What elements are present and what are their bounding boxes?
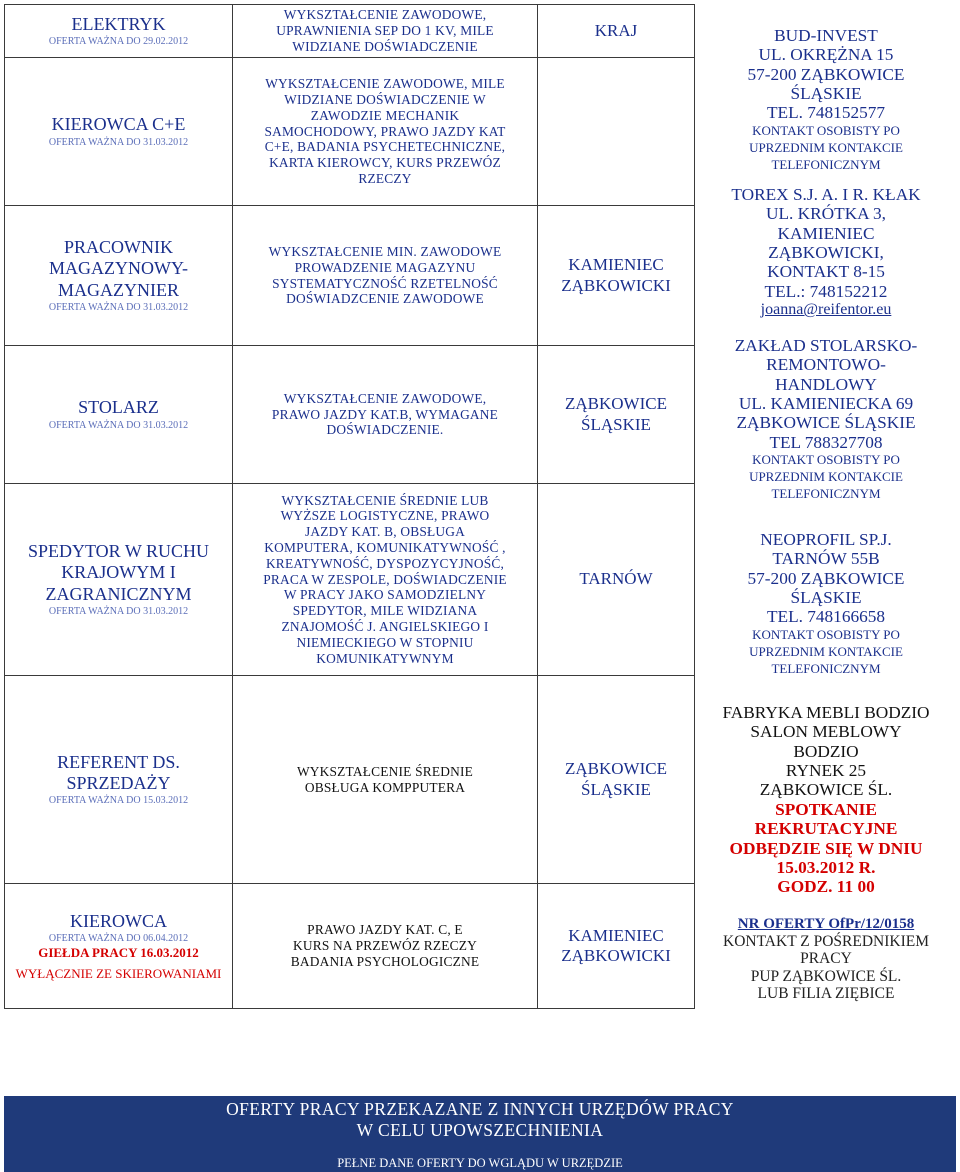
employer-torex [697, 185, 955, 319]
requirement-line: JAZDY KAT. B, OBSŁUGA [304, 524, 466, 540]
employer-line: KONTAKT Z POŚREDNIKIEM [723, 932, 929, 950]
position-title: SPEDYTOR W RUCHU KRAJOWYM I ZAGRANICZNYM [27, 541, 210, 604]
requirement-line: WYKSZTAŁCENIE ZAWODOWE, [283, 390, 487, 406]
employer-line: PUP ZĄBKOWICE ŚL. [750, 967, 902, 985]
requirement-line: WYKSZTAŁCENIE ZAWODOWE, [283, 7, 487, 23]
requirement-line: KURS NA PRZEWÓZ RZECZY [292, 938, 478, 954]
offer-place-cell: KAMIENIEC ZĄBKOWICKI [538, 206, 695, 346]
requirement-line: WYKSZTAŁCENIE ZAWODOWE, MILE [265, 76, 505, 92]
offer-row [5, 484, 695, 676]
requirement-line: WYKSZTAŁCENIE ŚREDNIE [296, 763, 474, 779]
employer-bodzio [697, 703, 955, 897]
employer-line: TEL 788327708 [769, 432, 883, 452]
employer-line: 57-200 ZĄBKOWICE [747, 568, 905, 588]
offer-valid-until: OFERTA WAŻNA DO 31.03.2012 [48, 301, 189, 313]
offer-place-cell [538, 58, 695, 206]
offer-valid-until: OFERTA WAŻNA DO 06.04.2012 [48, 932, 189, 944]
offer-requirements-cell [233, 346, 538, 484]
employer-contact-note: UPRZEDNIM KONTAKCIE [749, 643, 903, 659]
offer-position-cell [5, 346, 233, 484]
offer-requirements-cell [233, 676, 538, 884]
offer-requirements-cell [233, 58, 538, 206]
employer-line: ZĄBKOWICE ŚL. [759, 780, 893, 800]
offer-place-cell: ZĄBKOWICE ŚLĄSKIE [538, 346, 695, 484]
position-title: REFERENT DS. SPRZEDAŻY [57, 751, 180, 794]
employer-contact-note: UPRZEDNIM KONTAKCIE [749, 139, 903, 155]
requirement-line: OBSŁUGA KOMPPUTERA [304, 779, 466, 795]
requirement-line: BADANIA PSYCHOLOGICZNE [290, 953, 480, 969]
employer-email-link[interactable]: joanna@reifentor.eu [760, 301, 892, 319]
recruitment-meeting-line: 15.03.2012 R. [776, 857, 876, 877]
offer-valid-until: OFERTA WAŻNA DO 29.02.2012 [48, 36, 189, 48]
requirement-line: SYSTEMATYCZNOŚĆ RZETELNOŚĆ [272, 275, 498, 291]
offer-position-cell [5, 5, 233, 58]
employer-line: SALON MEBLOWY [750, 722, 902, 742]
employer-contact-note: TELEFONICZNYM [771, 485, 881, 501]
employer-line: ZAKŁAD STOLARSKO- [734, 336, 918, 355]
requirement-line: ZAWODZIE MECHANIK [310, 107, 460, 123]
employer-contact-note: TELEFONICZNYM [771, 660, 881, 676]
employer-line: ZĄBKOWICE ŚLĄSKIE [736, 413, 916, 433]
employer-line: BODZIO [793, 741, 859, 761]
employer-contact-note: KONTAKT OSOBISTY PO [752, 626, 900, 642]
requirement-line: KARTA KIEROWCY, KURS PRZEWÓZ [269, 155, 501, 171]
footer-line-1: OFERTY PRACY PRZEKAZANE Z INNYCH URZĘDÓW PRACY [226, 1099, 734, 1119]
requirement-line: DOŚWIADCZENIE. [326, 422, 444, 438]
offer-row [5, 346, 695, 484]
requirement-line: KOMPUTERA, KOMUNIKATYWNOŚĆ , [264, 539, 506, 555]
employer-neoprofil [697, 530, 955, 677]
employer-line: KAMIENIEC [777, 223, 875, 243]
employer-line: TEL. 748166658 [766, 607, 886, 627]
recruitment-meeting-line: REKRUTACYJNE [754, 819, 898, 839]
offer-requirements-cell [233, 206, 538, 346]
offer-row [5, 58, 695, 206]
offer-place-cell: KRAJ [538, 5, 695, 58]
requirement-line: PRAWO JAZDY KAT.B, WYMAGANE [271, 406, 499, 422]
recruitment-meeting-line: ODBĘDZIE SIĘ W DNIU [729, 838, 923, 858]
employer-line: LUB FILIA ZIĘBICE [757, 984, 895, 1002]
requirement-line: UPRAWNIENIA SEP DO 1 KV, MILE [276, 23, 494, 39]
offer-row [5, 884, 695, 1009]
employer-line: REMONTOWO- [766, 355, 886, 375]
offer-position-cell [5, 206, 233, 346]
employer-line: PRACY [800, 950, 852, 968]
requirement-line: DOŚWIADZCENIE ZAWODOWE [286, 291, 484, 307]
offer-place-cell: TARNÓW [538, 484, 695, 676]
job-fair-date: GIEŁDA PRACY 16.03.2012 [38, 944, 199, 960]
requirement-line: PRAWO JAZDY KAT. C, E [307, 922, 463, 938]
employer-line: RYNEK 25 [785, 761, 867, 781]
requirement-line: SPEDYTOR, MILE WIDZIANA [292, 603, 478, 619]
offer-valid-until: OFERTA WAŻNA DO 31.03.2012 [48, 419, 189, 431]
recruitment-meeting-line: GODZ. 11 00 [777, 877, 875, 897]
employer-contact-note: TELEFONICZNYM [771, 156, 881, 172]
offer-row [5, 5, 695, 58]
offer-position-cell [5, 484, 233, 676]
employer-line: 57-200 ZĄBKOWICE [747, 64, 905, 84]
requirement-line: WIDZIANE DOŚWIADCZENIE W [284, 91, 486, 107]
employer-line: TEL. 748152577 [766, 103, 886, 123]
offer-place-cell: KAMIENIEC ZĄBKOWICKI [538, 884, 695, 1009]
employer-line: TOREX S.J. A. I R. KŁAK [731, 185, 921, 204]
requirement-line: KOMUNIKATYWNYM [316, 650, 454, 666]
employer-line: HANDLOWY [775, 374, 877, 394]
offer-place-cell: ZĄBKOWICE ŚLĄSKIE [538, 676, 695, 884]
employer-line: NEOPROFIL SP.J. [760, 530, 892, 549]
offer-valid-until: OFERTA WAŻNA DO 31.03.2012 [48, 605, 189, 617]
employer-line: TEL.: 748152212 [764, 281, 888, 301]
employer-line: ŚLĄSKIE [790, 84, 862, 104]
offer-position-cell [5, 58, 233, 206]
footer-line-3: PEŁNE DANE OFERTY DO WGLĄDU W URZĘDZIE [337, 1156, 623, 1170]
requirement-line: WYŻSZE LOGISTYCZNE, PRAWO [280, 508, 490, 524]
employer-line: BUD-INVEST [774, 26, 878, 45]
requirement-line: WYKSZTAŁCENIE MIN. ZAWODOWE [268, 243, 502, 259]
footer-line-2: W CELU UPOWSZECHNIENIA [356, 1120, 604, 1141]
requirement-line: WYKSZTAŁCENIE ŚREDNIE LUB [281, 492, 489, 508]
employer-line: ZĄBKOWICKI, [768, 243, 884, 263]
recruitment-meeting-line: SPOTKANIE [775, 799, 877, 819]
employer-line: KONTAKT 8-15 [767, 262, 885, 282]
employer-line: FABRYKA MEBLI BODZIO [722, 703, 930, 722]
requirement-line: C+E, BADANIA PSYCHETECHNICZNE, [264, 139, 506, 155]
employer-contacts [697, 4, 955, 1012]
offer-requirements-cell [233, 5, 538, 58]
employer-line: UL. KRÓTKA 3, [765, 204, 886, 224]
offer-row [5, 676, 695, 884]
position-title: ELEKTRYK [71, 13, 166, 34]
requirement-line: ZNAJOMOŚĆ J. ANGIELSKIEGO I [281, 619, 489, 635]
requirement-line: SAMOCHODOWY, PRAWO JAZDY KAT [264, 123, 506, 139]
job-offers-table [4, 4, 695, 1009]
requirement-line: WIDZIANE DOŚWIADCZENIE [292, 38, 478, 54]
offer-number: NR OFERTY OfPr/12/0158 [737, 916, 915, 932]
position-title: STOLARZ [78, 397, 159, 418]
offer-requirements-cell [233, 884, 538, 1009]
employer-stolarski [697, 336, 955, 503]
position-title: KIEROWCA [70, 910, 167, 931]
offer-position-cell [5, 884, 233, 1009]
employer-contact-note: KONTAKT OSOBISTY PO [752, 452, 900, 468]
offer-valid-until: OFERTA WAŻNA DO 15.03.2012 [48, 795, 189, 807]
employer-line: UL. OKRĘŻNA 15 [758, 45, 894, 65]
offer-row [5, 206, 695, 346]
requirement-line: RZECZY [358, 171, 412, 187]
employer-contact-note: UPRZEDNIM KONTAKCIE [749, 469, 903, 485]
requirement-line: KREATYWNOŚĆ, DYSPOZYCYJNOŚĆ, [265, 555, 505, 571]
offer-position-cell [5, 676, 233, 884]
employer-line: TARNÓW 55B [772, 549, 880, 569]
employer-line: UL. KAMIENIECKA 69 [738, 394, 914, 414]
requirement-line: PRACA W ZESPOLE, DOŚWIADCZENIE [263, 571, 507, 587]
employer-pup [697, 916, 955, 1002]
employer-bud-invest [697, 26, 955, 173]
offer-requirements-cell [233, 484, 538, 676]
offer-valid-until: OFERTA WAŻNA DO 31.03.2012 [48, 136, 189, 148]
employer-line: ŚLĄSKIE [790, 588, 862, 608]
requirement-line: NIEMIECKIEGO W STOPNIU [296, 634, 474, 650]
position-title: PRACOWNIK MAGAZYNOWY-MAGAZYNIER [49, 237, 188, 300]
requirement-line: PROWADZENIE MAGAZYNU [294, 259, 476, 275]
employer-contact-note: KONTAKT OSOBISTY PO [752, 122, 900, 138]
position-title: KIEROWCA C+E [51, 114, 186, 135]
footer-banner [4, 1096, 956, 1172]
referral-note: WYŁĄCZNIE ZE SKIEROWANIAMI [15, 966, 222, 982]
requirement-line: W PRACY JAKO SAMODZIELNY [283, 587, 487, 603]
